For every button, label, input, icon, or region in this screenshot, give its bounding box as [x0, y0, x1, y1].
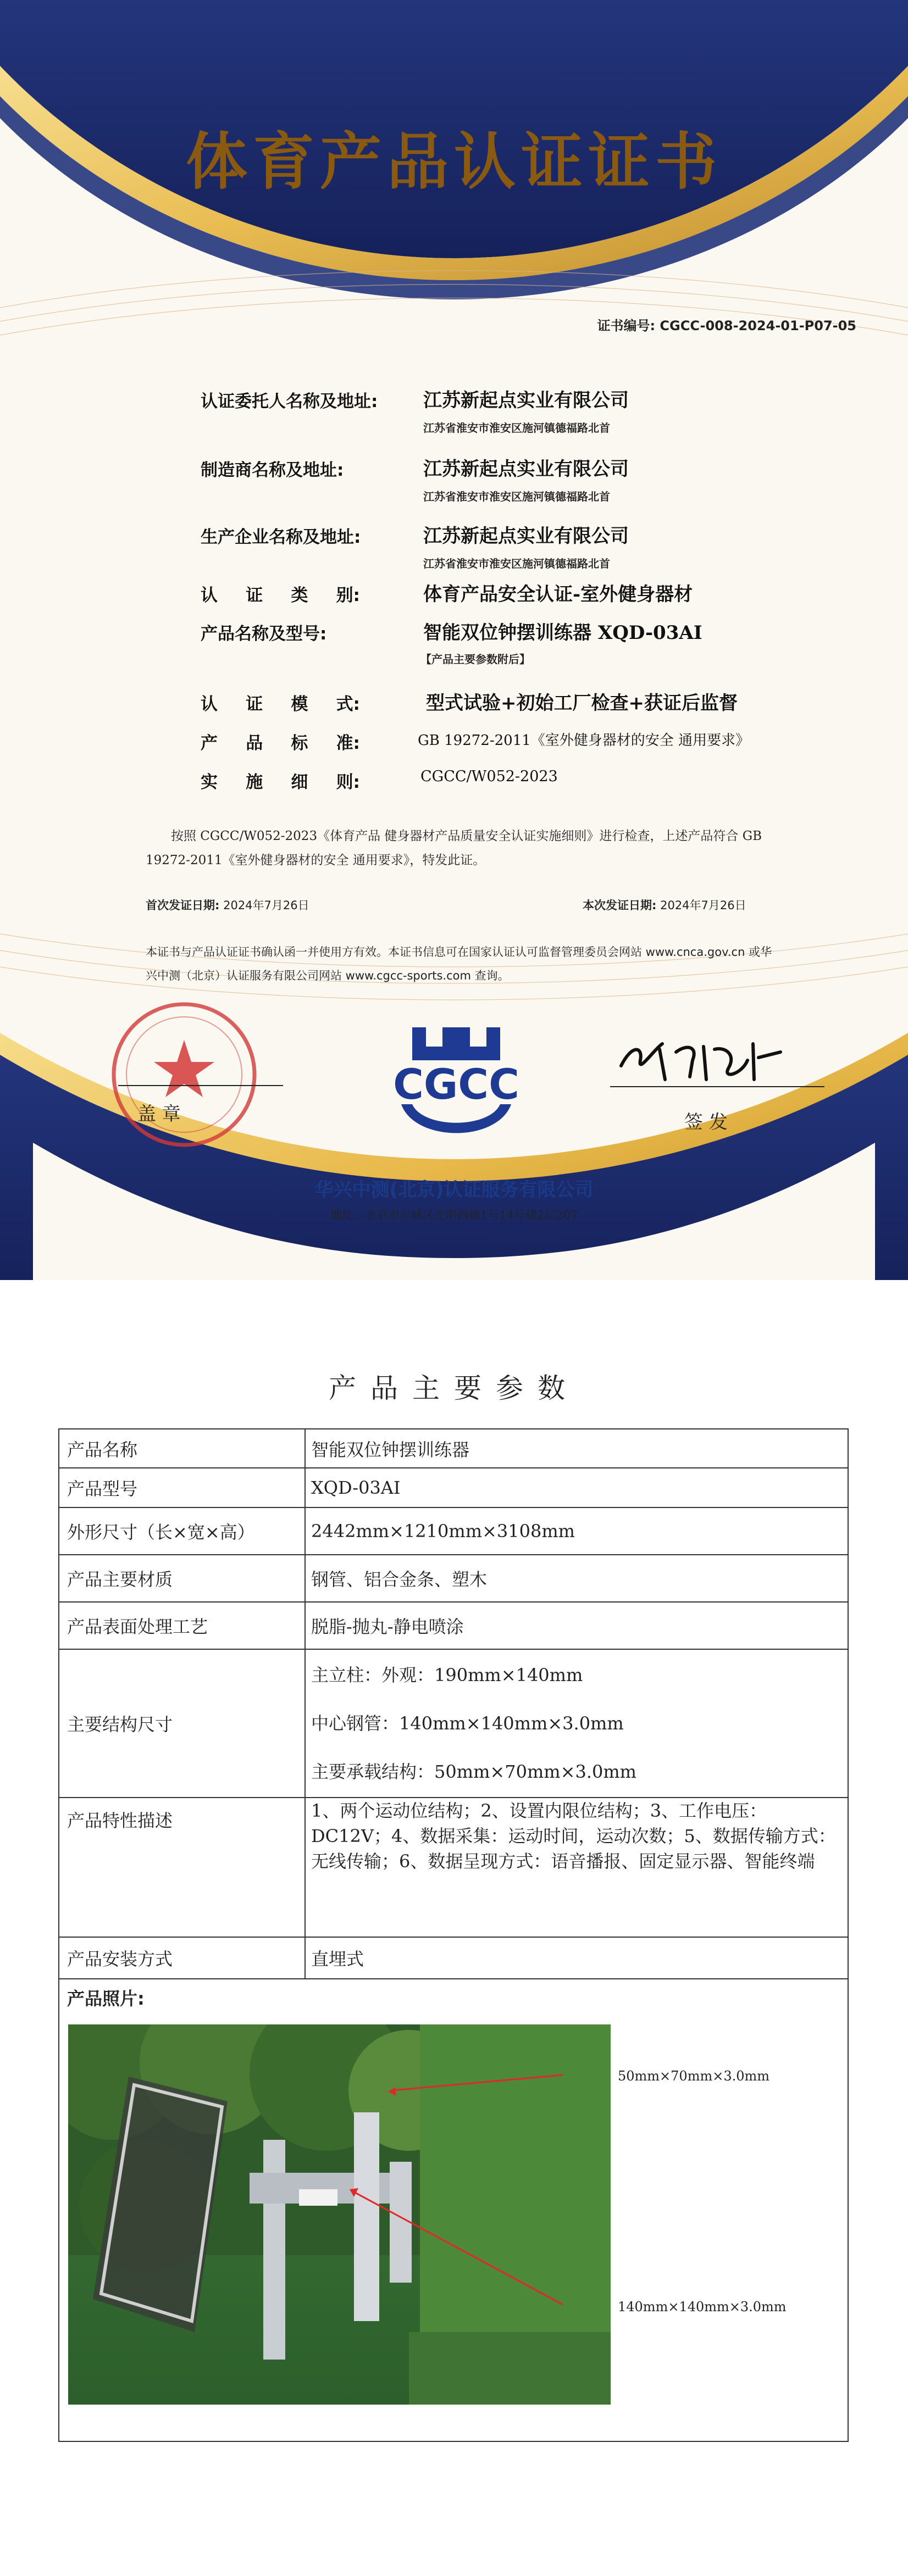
param-key: 产品型号 — [59, 1468, 305, 1507]
this-issue-date — [583, 897, 746, 913]
producer-address: 江苏省淮安市淮安区施河镇德福路北首 — [423, 557, 610, 570]
cgcc-logo — [379, 1022, 533, 1143]
label-char: 别: — [336, 586, 360, 605]
photo-cell — [59, 1979, 848, 2441]
rules-label — [201, 768, 360, 793]
issuer-address: 地址：北京市东城区光明西街1号14号楼2层207 — [330, 1209, 578, 1222]
issuer-name: 华兴中测(北京)认证服务有限公司 — [314, 1179, 594, 1201]
param-value: 2442mm×1210mm×3108mm — [305, 1507, 848, 1555]
certificate-statement: 按照 CGCC/W052-2023《体育产品 健身器材产品质量安全认证实施细则》进行检查，上述产品符合 GB 19272-2011《室外健身器材的安全 通用要求》，特发此证。 — [146, 829, 762, 867]
params-title: 产品主要参数 — [329, 1372, 579, 1404]
param-key: 主要结构尺寸 — [59, 1649, 305, 1798]
manufacturer-label: 制造商名称及地址: — [201, 460, 344, 480]
producer-name: 江苏新起点实业有限公司 — [423, 525, 629, 547]
structure-line: 主立柱：外观：190mm×140mm — [311, 1665, 583, 1685]
client-label: 认证委托人名称及地址: — [201, 392, 378, 411]
seal-label: 盖 章 — [137, 1103, 181, 1125]
client-address: 江苏省淮安市淮安区施河镇德福路北首 — [423, 421, 610, 435]
structure-line: 中心钢管：140mm×140mm×3.0mm — [311, 1713, 624, 1734]
photo-label: 产品照片: — [67, 1988, 145, 2009]
product-photo — [68, 2024, 611, 2405]
param-value: 直埋式 — [305, 1937, 848, 1979]
label-char: 施 — [246, 772, 263, 792]
label-char: 品 — [246, 733, 263, 753]
table-row — [59, 1649, 848, 1798]
first-issue-value: 2024年7月26日 — [223, 899, 309, 912]
product-photo-area — [68, 2024, 787, 2405]
official-seal — [102, 993, 289, 1147]
param-key: 产品特性描述 — [59, 1798, 305, 1937]
table-row — [59, 1555, 848, 1602]
label-char: 则: — [336, 772, 360, 792]
label-char: 认 — [201, 694, 218, 714]
rules-value: CGCC/W052-2023 — [420, 768, 558, 785]
structure-line: 主要承载结构：50mm×70mm×3.0mm — [311, 1761, 637, 1782]
table-row — [59, 1468, 848, 1507]
param-key: 产品安装方式 — [59, 1937, 305, 1979]
producer-label: 生产企业名称及地址: — [201, 527, 361, 547]
table-row — [59, 1602, 848, 1649]
standard-value: GB 19272-2011《室外健身器材的安全 通用要求》 — [418, 732, 750, 749]
param-value: XQD-03AI — [305, 1468, 848, 1507]
product-value: 智能双位钟摆训练器 XQD-03AI — [423, 622, 702, 644]
cgcc-logo-text: CGCC — [393, 1060, 519, 1109]
certificate-number-label: 证书编号: — [597, 318, 656, 333]
param-value: 1、两个运动位结构；2、设置内限位结构；3、工作电压：DC12V；4、数据采集：运动时间，运动次数；5、数据传输方式：无线传输；6、数据呈现方式：语音播报、固定显示器、智能终端 — [305, 1798, 848, 1937]
product-label: 产品名称及型号: — [201, 624, 327, 644]
label-char: 实 — [201, 772, 218, 792]
mode-label — [201, 690, 360, 715]
table-row — [59, 1798, 848, 1937]
structure-values — [305, 1649, 848, 1798]
category-label — [201, 581, 360, 606]
certificate-title: 体育产品认证证书 — [186, 126, 722, 198]
certificate-number-value: CGCC-008-2024-01-P07-05 — [660, 318, 856, 333]
this-issue-value: 2024年7月26日 — [660, 899, 746, 912]
label-char: 证 — [246, 694, 263, 714]
param-key: 产品名称 — [59, 1429, 305, 1468]
client-name: 江苏新起点实业有限公司 — [423, 390, 629, 411]
manufacturer-address: 江苏省淮安市淮安区施河镇德福路北首 — [423, 490, 610, 503]
mode-value: 型式试验+初始工厂检查+获证后监督 — [426, 692, 738, 714]
annotation-label: 50mm×70mm×3.0mm — [618, 2068, 770, 2084]
table-row — [59, 1937, 848, 1979]
category-value: 体育产品安全认证-室外健身器材 — [423, 583, 693, 605]
table-row — [59, 1507, 848, 1555]
label-char: 式: — [336, 694, 360, 714]
table-row — [59, 1979, 848, 2441]
param-value: 脱脂-抛丸-静电喷涂 — [305, 1602, 848, 1649]
label-char: 认 — [201, 586, 218, 605]
manufacturer-name: 江苏新起点实业有限公司 — [423, 458, 629, 480]
sign-label: 签 发 — [684, 1111, 728, 1133]
param-note: 【产品主要参数附后】 — [420, 653, 530, 666]
this-issue-label: 本次发证日期: — [583, 899, 657, 912]
param-key: 外形尺寸（长×宽×高） — [59, 1507, 305, 1555]
annotation-label: 140mm×140mm×3.0mm — [618, 2299, 787, 2314]
label-char: 模 — [291, 694, 308, 714]
first-issue-label: 首次发证日期: — [146, 899, 220, 912]
label-char: 细 — [291, 772, 308, 792]
param-value: 智能双位钟摆训练器 — [305, 1429, 848, 1468]
table-row — [59, 1429, 848, 1468]
standard-label — [201, 729, 360, 754]
label-char: 类 — [291, 586, 308, 605]
label-char: 产 — [201, 733, 218, 753]
label-char: 标 — [291, 733, 308, 753]
label-char: 证 — [246, 586, 263, 605]
validity-note: 本证书与产品认证证书确认函一并使用方有效。本证书信息可在国家认证认可监督管理委员会网站 www.cnca.gov.cn 或华兴中测（北京）认证服务有限公司网站 www.cgcc-sports.com 查询。 — [146, 945, 772, 982]
param-value: 钢管、铝合金条、塑木 — [305, 1555, 848, 1602]
signature — [610, 1027, 830, 1093]
param-key: 产品表面处理工艺 — [59, 1602, 305, 1649]
param-key: 产品主要材质 — [59, 1555, 305, 1602]
label-char: 准: — [336, 733, 360, 753]
first-issue-date — [146, 897, 309, 913]
params-table — [58, 1428, 849, 2442]
certificate-number — [597, 315, 856, 334]
